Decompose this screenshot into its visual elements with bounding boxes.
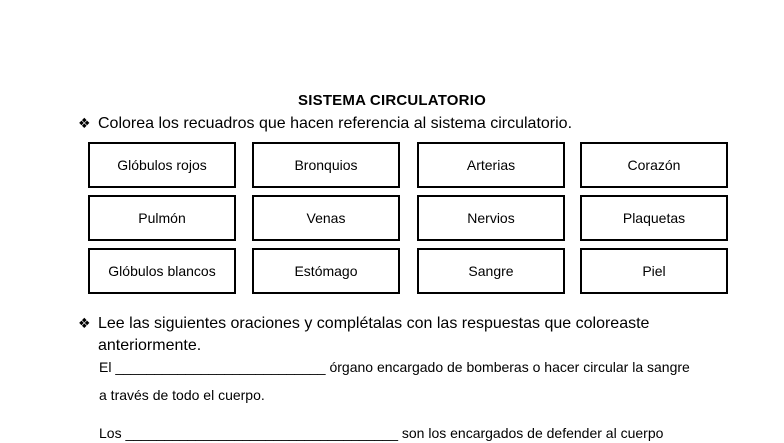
instruction-2-line2: anteriormente. — [98, 337, 202, 354]
word-box[interactable]: Glóbulos blancos — [88, 248, 236, 294]
diamond-bullet-icon: ❖ — [78, 115, 91, 131]
sentence-2-blank[interactable]: ___________________________________ — [125, 425, 398, 441]
sentence-2-start: Los — [99, 425, 122, 441]
sentence-1 — [99, 357, 690, 377]
worksheet-title: SISTEMA CIRCULATORIO — [298, 92, 486, 109]
sentence-2 — [99, 423, 663, 443]
word-box[interactable]: Bronquios — [252, 142, 400, 188]
instruction-complete-sentences — [78, 312, 730, 357]
word-box[interactable]: Venas — [252, 195, 400, 241]
sentence-1-end: órgano encargado de bomberas o hacer circular la sangre — [329, 359, 690, 375]
diamond-bullet-icon: ❖ — [78, 315, 91, 331]
word-box[interactable]: Plaquetas — [580, 195, 728, 241]
word-box[interactable]: Corazón — [580, 142, 728, 188]
word-box[interactable]: Sangre — [417, 248, 565, 294]
sentence-2-end: son los encargados de defender al cuerpo — [401, 425, 664, 441]
sentence-1-start: El — [99, 359, 112, 375]
word-box[interactable]: Arterias — [417, 142, 565, 188]
instruction-2-line1: Lee las siguientes oraciones y complétalas con las respuestas que coloreaste — [98, 315, 650, 332]
word-box[interactable]: Glóbulos rojos — [88, 142, 236, 188]
word-box[interactable]: Nervios — [417, 195, 565, 241]
sentence-1-continuation: a través de todo el cuerpo. — [99, 387, 265, 403]
instruction-color-boxes — [78, 112, 572, 135]
word-box[interactable]: Estómago — [252, 248, 400, 294]
instruction-1-text: Colorea los recuadros que hacen referencia al sistema circulatorio. — [98, 115, 573, 132]
sentence-1-blank[interactable]: ___________________________ — [115, 359, 326, 375]
word-box[interactable]: Pulmón — [88, 195, 236, 241]
word-box[interactable]: Piel — [580, 248, 728, 294]
